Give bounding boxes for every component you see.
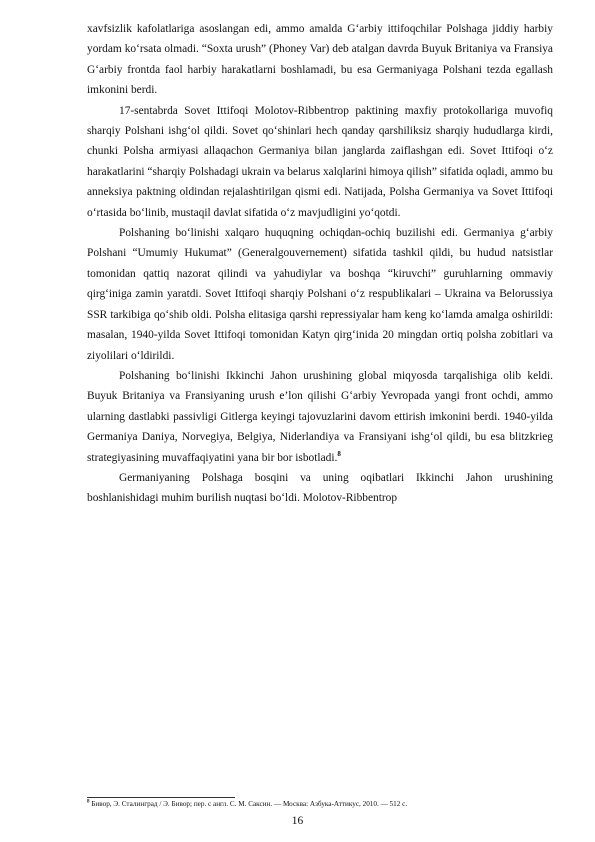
paragraph-3: Polshaning bo‘linishi xalqaro huquqning ochiqdan-ochiq buzilishi edi. Germaniya g‘arbiy Polshani “Umumiy Hukumat” (Generalgouvernement) sifatida tashkil qildi, bu hudud natsistlar tomonidan qattiq nazorat qilindi va yahudiylar va boshqa “kiruvchi” guruhlarning ommaviy qirg‘iniga zamin yaratdi. Sovet Ittifoqi sharqiy Polshani o‘z respublikalari – Ukraina va Belorussiya SSR tarkibiga qo‘shib oldi. Polsha elitasiga qarshi repressiyalar ham keng ko‘lamda amalga oshirildi: masalan, 1940-yilda Sovet Ittifoqi tomonidan Katyn qirg‘inida 20 mingdan ortiq polsha zobitlari va ziyolilari o‘ldirildi. (87, 227, 553, 362)
footnote-marker: 8 (87, 799, 90, 805)
footnote-text: Бивор, Э. Сталинград / Э. Бивор; пер. с англ. С. М. Саксин. — Москва: Азбука-Аттикус, 2010. — 512 с. (91, 800, 408, 808)
footnote-divider (87, 797, 235, 798)
footnote-ref: 8 (337, 449, 341, 458)
paragraph-4-text: Polshaning bo‘linishi Ikkinchi Jahon urushining global miqyosda tarqalishiga olib keldi. Buyuk Britaniya va Fransiyaning urush e’lon qilishi G‘arbiy Yevropada yangi front ochdi, ammo ularning dastlabki passivligi Gitlerga keyingi tajovuzlarini davom ettirish imkonini berdi. 1940-yilda Germaniya Daniya, Norvegiya, Belgiya, Niderlandiya va Fransiyani ishg‘ol qildi, bu esa blitzkrieg strategiyasining muvaffaqiyatini yana bir bor isbotladi. (87, 369, 553, 464)
page-number: 16 (291, 815, 304, 827)
page-body (87, 19, 553, 509)
paragraph-4 (87, 366, 553, 468)
paragraph-2: 17-sentabrda Sovet Ittifoqi Molotov-Ribbentrop paktining maxfiy protokollariga muvofiq sharqiy Polshani ishg‘ol qildi. Sovet qo‘shinlari hech qanday qarshiliksiz sharqiy hududlarga kirdi, chunki Polsha armiyasi allaqachon Germaniya bilan janglarda zaiflashgan edi. Sovet Ittifoqi o‘z harakatlarini “sharqiy Polshadagi ukrain va belarus xalqlarini himoya qilish” sifatida oqladi, ammo bu anneksiya paktning oldindan rejalashtirilgan qismi edi. Natijada, Polsha Germaniya va Sovet Ittifoqi o‘rtasida bo‘linib, mustaqil davlat sifatida o‘z mavjudligini yo‘qotdi. (87, 104, 553, 219)
footnote (87, 800, 557, 809)
paragraph-1: xavfsizlik kafolatlariga asoslangan edi, ammo amalda G‘arbiy ittifoqchilar Polshaga jiddiy harbiy yordam ko‘rsata olmadi. “Soxta urush” (Phoney Var) deb atalgan davrda Buyuk Britaniya va Fransiya G‘arbiy frontda faol harbiy harakatlarni boshlamadi, bu esa Germaniyaga Polshani tezda egallash imkonini berdi. (87, 23, 553, 97)
paragraph-5: Germaniyaning Polshaga bosqini va uning oqibatlari Ikkinchi Jahon urushining boshlanishidagi muhim burilish nuqtasi bo‘ldi. Molotov-Ribbentrop (87, 471, 553, 505)
